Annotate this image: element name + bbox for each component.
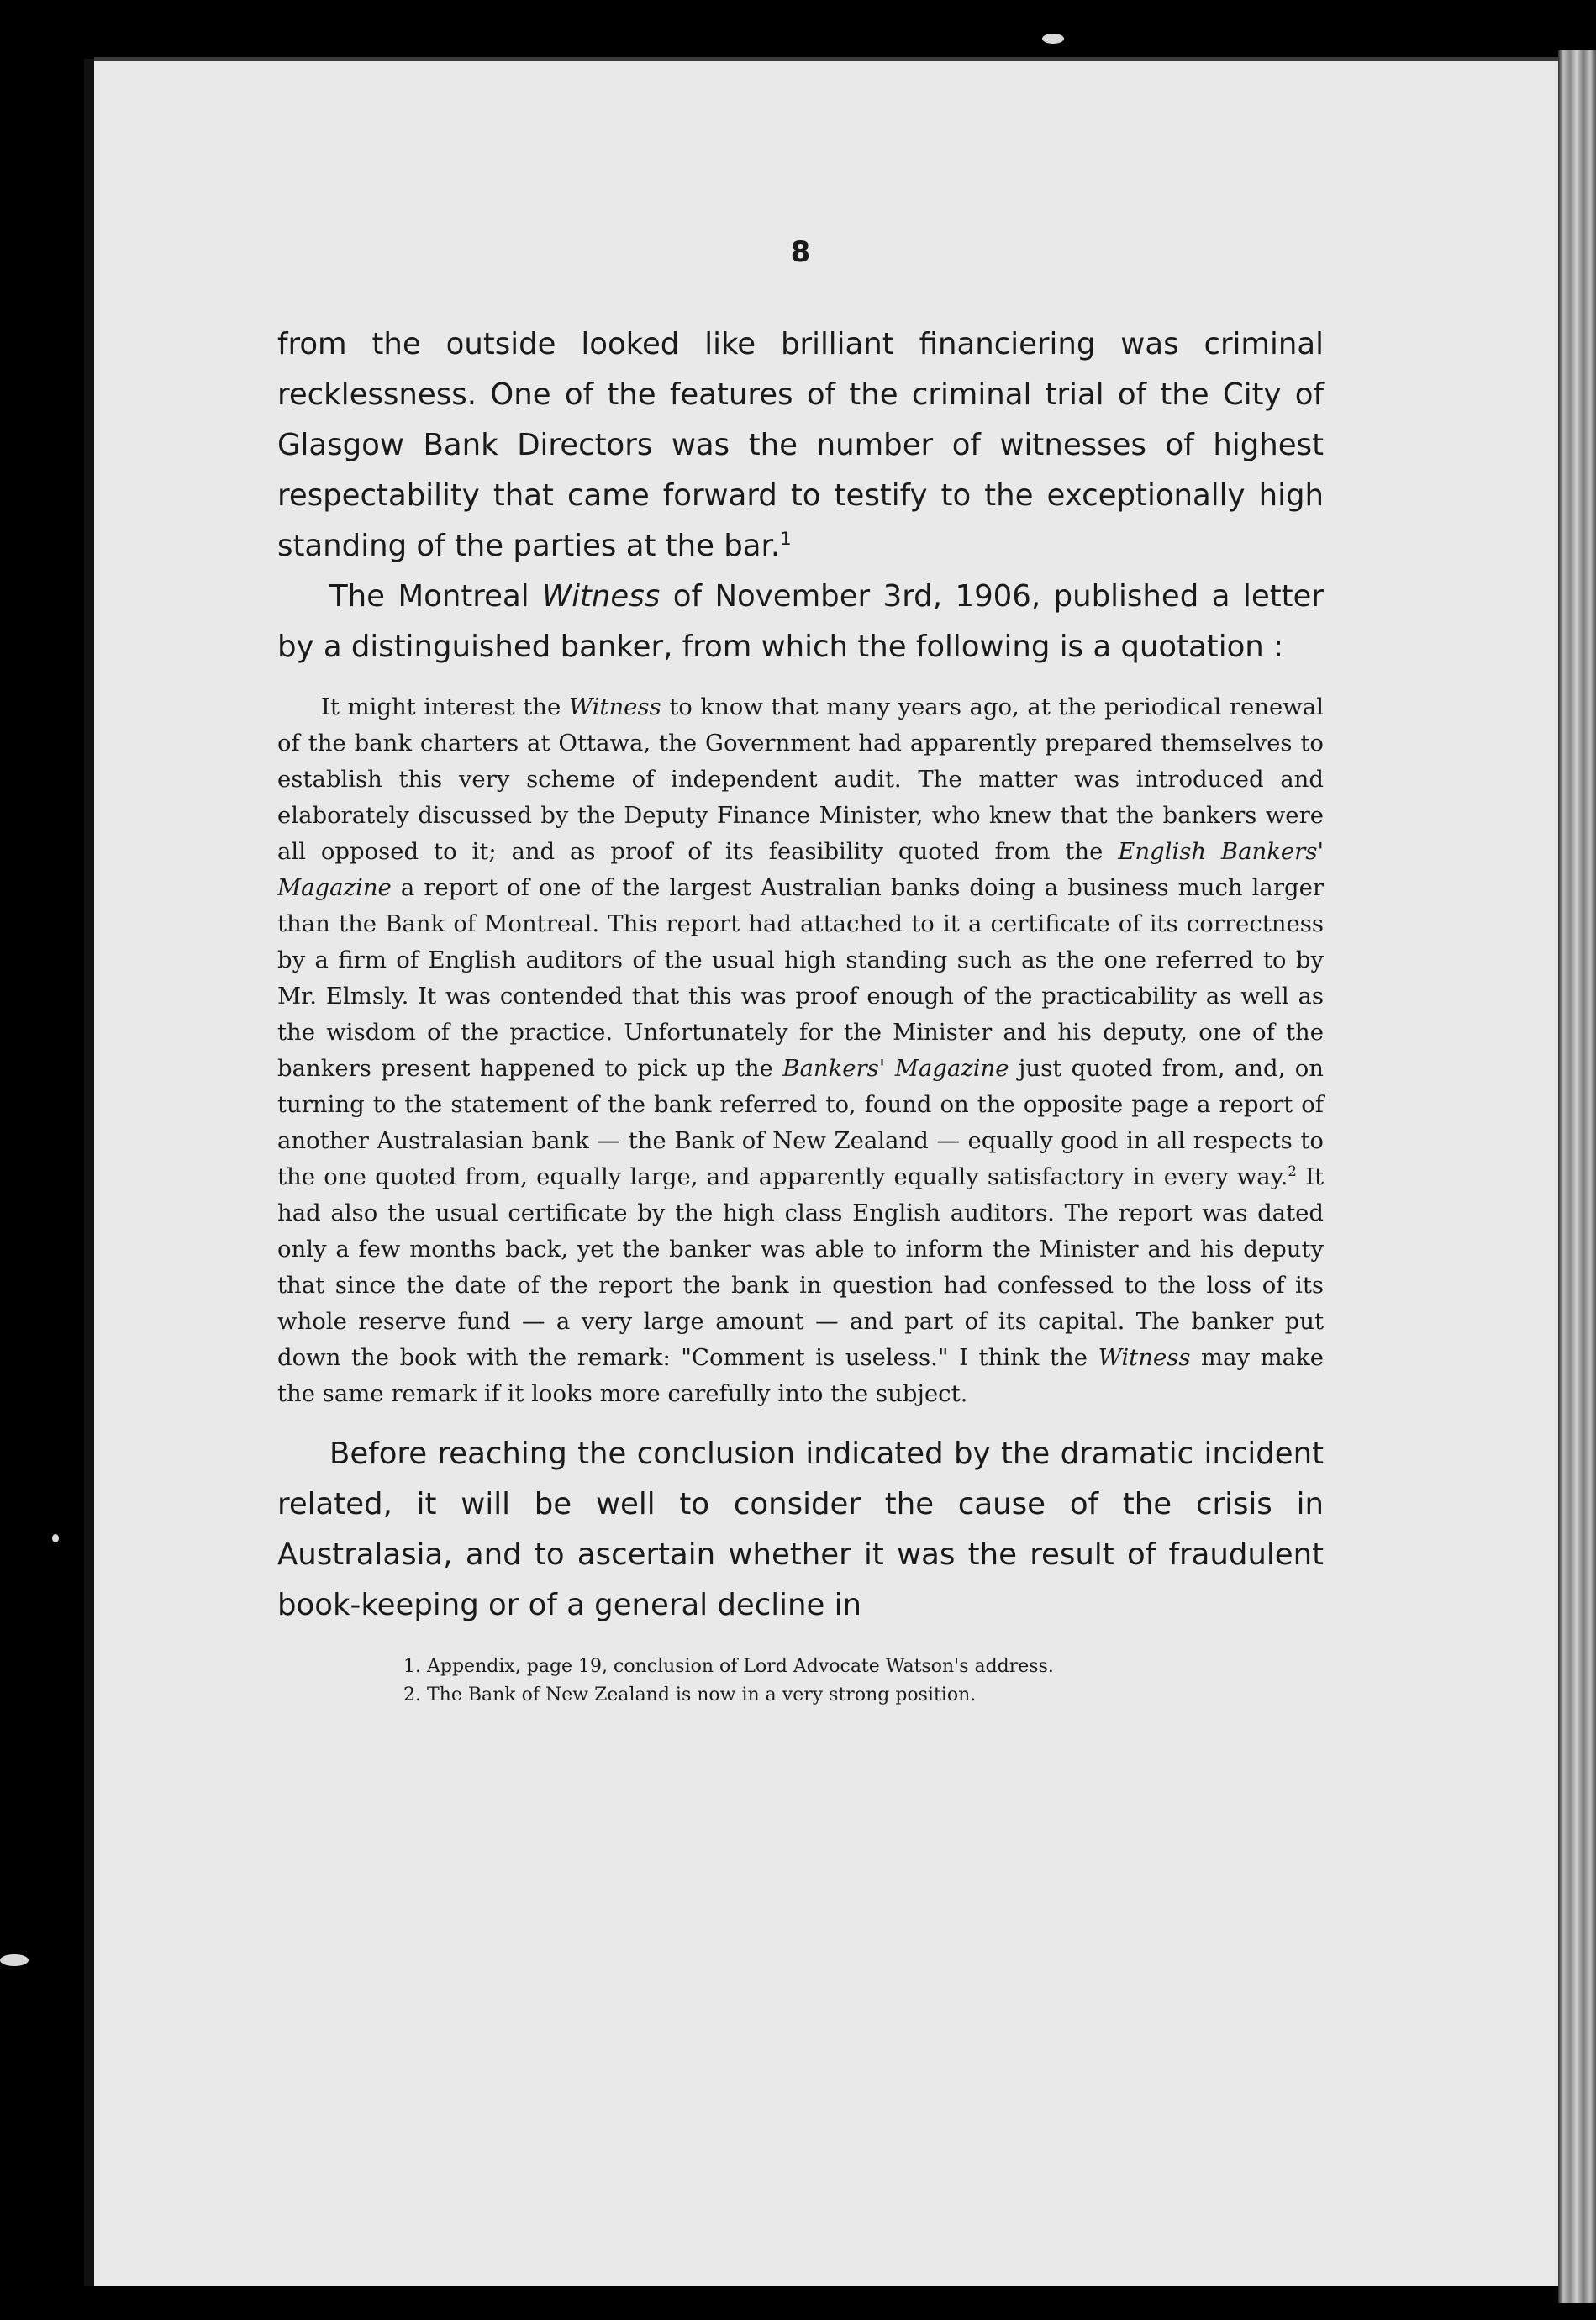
scan-speck [1042, 34, 1064, 44]
scan-speck [52, 1534, 59, 1542]
footnotes [277, 1653, 1324, 1710]
quotation-text: a report of one of the largest Australian banks doing a business much larger than the Bank of Montreal. This report had attached to it a certificate of its correctness by a firm of English auditors of the usual high standing such as the one referred to by Mr. Elmsly. It was contended that this was proof enough of the practicability as well as the wisdom of the practice. Unfortunately for the Minister and his deputy, one of the bankers present happened to pick up the [277, 874, 1324, 1082]
footnote-text: The Bank of New Zealand is now in a very strong position. [427, 1685, 977, 1706]
book-binding-edge [1558, 50, 1596, 2303]
paragraph-text: of November 3rd, 1906, published a letter by a distinguished banker, from which the following is a quotation : [277, 579, 1324, 664]
quotation-text: to know that many years ago, at the periodical renewal of the bank charters at Ottawa, the Government had apparently prepared themselves to establish this very scheme of independent audit. The matter was introduced and elaborately discussed by the Deputy Finance Minister, who knew that the bankers were all opposed to it; and as proof of its feasibility quoted from the [277, 693, 1324, 865]
newspaper-title: Witness [568, 693, 661, 720]
magazine-title: Bankers' Magazine [782, 1055, 1009, 1082]
newspaper-title: Witness [1098, 1344, 1191, 1371]
paragraph-text: from the outside looked like brilliant financiering was criminal recklessness. One of the features of the criminal trial of the City of Glasgow Bank Directors was the number of witnesses of highest respectability that came forward to testify to the exceptionally high standing of the parties at the bar. [277, 327, 1324, 563]
footnote-text: Appendix, page 19, conclusion of Lord Advocate Watson's address. [427, 1656, 1054, 1677]
page-content [277, 235, 1324, 1710]
paragraph-introducing-quotation [277, 572, 1324, 672]
page-number: 8 [790, 235, 811, 269]
footnote-reference: 1 [780, 529, 792, 551]
paragraph-text: The Montreal [329, 579, 543, 614]
newspaper-title: Witness [542, 579, 661, 614]
magazine-title: English Bankers' Magazine [277, 838, 1324, 901]
page-left-shadow [84, 59, 94, 2286]
quotation-text: may make the same remark if it looks more carefully into the subject. [277, 1344, 1324, 1407]
footnote [403, 1653, 1324, 1681]
footnote-reference: 2 [1288, 1163, 1297, 1179]
quotation-text: It had also the usual certificate by the high class English auditors. The report was dated only a few months back, yet the banker was able to inform the Minister and his deputy that since the date of the report the bank in question had confessed to the loss of its whole reserve fund — a very large amount — and part of its capital. The banker put down the book with the remark: "Comment is useless." I think the [277, 1163, 1324, 1371]
footnote-mark: 1. [403, 1656, 421, 1677]
block-quotation [277, 689, 1324, 1412]
quotation-text: It might interest the [321, 693, 569, 720]
paragraph-conclusion: Before reaching the conclusion indicated by the dramatic incident related, it will be well to consider the cause of the crisis in Australasia, and to ascertain whether it was the result of fraudulent book-keeping or of a general decline in [277, 1437, 1324, 1622]
scan-speck [0, 1954, 29, 1966]
quotation-text: just quoted from, and, on turning to the statement of the bank referred to, found on the opposite page a report of another Australasian bank — the Bank of New Zealand — equally good in all respects to the one quoted from, equally large, and apparently equally satisfactory in every way. [277, 1055, 1324, 1190]
paragraph-continued [277, 319, 1324, 572]
footnote [403, 1681, 1324, 1710]
footnote-mark: 2. [403, 1685, 421, 1706]
